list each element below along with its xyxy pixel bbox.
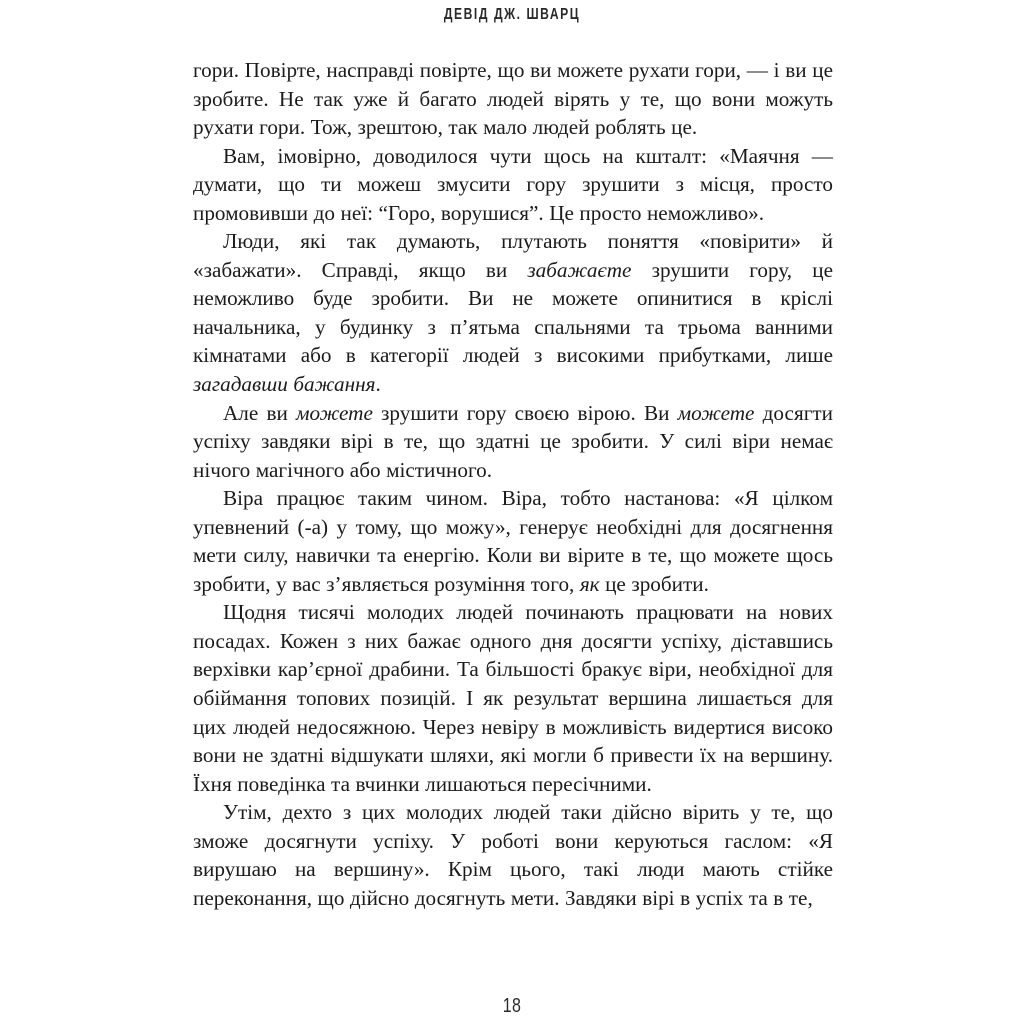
running-head-author: ДЕВІД ДЖ. ШВАРЦ bbox=[443, 6, 581, 23]
paragraph bbox=[193, 484, 833, 598]
text-run: Щодня тисячі молодих людей починають працювати на нових посадах. Кожен з них бажає одного дня досягти успіху, діставшись верхівки кар’єрної драбини. Та більшості бракує віри, необхідної для обіймання топових позицій. І як результат вершина лишається для цих людей недосяжною. Через невіру в можливість видертися високо вони не здатні відшукати шляхи, які могли б привести їх на вершину. Їхня поведінка та вчинки лишаються пересічними. bbox=[193, 600, 833, 796]
text-run: Але ви bbox=[223, 400, 296, 425]
emphasis-text: забажаєте bbox=[527, 257, 632, 282]
page-number: 18 bbox=[502, 995, 522, 1017]
paragraph bbox=[193, 598, 833, 798]
text-run: Віра працює таким чином. Віра, тобто настанова: «Я цілком упевнений (-а) у тому, що можу», генерує необхідні для досягнення мети силу, навички та енергію. Коли ви вірите в те, що можете щось зробити, у вас з’являється розуміння того, bbox=[193, 486, 833, 596]
paragraph bbox=[193, 798, 833, 912]
text-run: зрушити гору своєю вірою. Ви bbox=[372, 400, 678, 425]
text-run: це зробити. bbox=[599, 571, 709, 596]
emphasis-text: як bbox=[579, 571, 600, 596]
paragraph bbox=[193, 227, 833, 398]
body-text-column bbox=[193, 56, 833, 912]
paragraph bbox=[193, 399, 833, 485]
text-run: гори. Повірте, насправді повірте, що ви можете рухати гори, — і ви це зробите. Не так уже й багато людей вірять у те, що вони можуть рухати гори. Тож, зрештою, так мало людей роблять це. bbox=[193, 58, 833, 140]
emphasis-text: загадавши бажання bbox=[193, 372, 376, 397]
paragraph bbox=[193, 142, 833, 228]
text-run: Вам, імовірно, доводилося чути щось на кшталт: «Маячня — думати, що ти можеш змусити гору зрушити з місця, просто промовивши до неї: “Горо, ворушися”. Це просто неможливо». bbox=[193, 143, 833, 225]
text-run: Люди, які так думають, плутають поняття «повірити» й «забажати». Справді, якщо ви bbox=[193, 229, 833, 282]
text-run: Утім, дехто з цих молодих людей таки дійсно вірить у те, що зможе досягнути успіху. У роботі вони керуються гаслом: «Я вирушаю на вершину». Крім цього, такі люди мають стійке переконання, що дійсно досягнуть мети. Завдяки вірі в успіх та в те, bbox=[193, 800, 833, 910]
paragraph bbox=[193, 56, 833, 142]
text-run: . bbox=[375, 372, 381, 397]
emphasis-text: можете bbox=[677, 400, 755, 425]
emphasis-text: можете bbox=[296, 400, 373, 425]
text-run: зрушити гору, це неможливо буде зробити. Ви не можете опинитися в кріслі начальника, у будинку з п’ятьма спальнями та трьома ванними кімнатами або в категорії людей з високими прибутками, лише bbox=[193, 257, 833, 368]
text-run: досягти успіху завдяки вірі в те, що здатні це зробити. У силі віри немає нічого магічного або містичного. bbox=[193, 400, 833, 482]
